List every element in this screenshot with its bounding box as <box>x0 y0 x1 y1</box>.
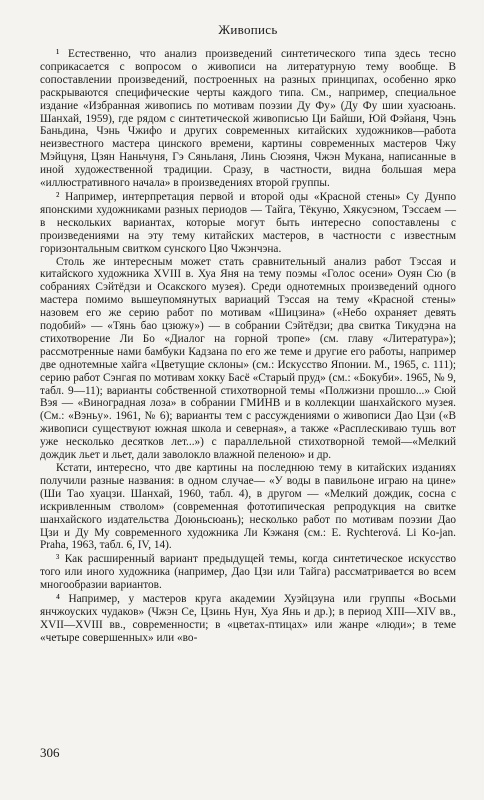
footnote-3: ³ Как расширенный вариант предыдущей темы, когда синтетическое искусство того или иного художника (например, Дао Цзи или Тайга) рассматривается во всем многообразии вариантов. <box>40 553 456 592</box>
footnote-1: ¹ Естественно, что анализ произведений синтетического типа здесь тесно соприкасается с вопросом о живописи на литературную тему вообще. В сопоставлении произведений, построенных на разных принципах, особенно ярко раскрываются специфические черты каждого типа. См., например, специальное издание «Избранная живопись по мотивам поэзии Ду Фу» (Ду Фу шии хуасюань. Шанхай, 1959), где рядом с синтетической живописью Ци Байши, Юй Фэйаня, Чэнь Баньдина, Чэнь Чжифо и других современных китайских художников—работа неизвестного мастера цинского времени, картины современных мастеров Чжу Мэйцуня, Цзян Наньчуня, Гэ Сяньланя, Линь Сюэяня, Чжэн Мукана, написанные в иной художественной традиции. Сразу, в частности, видна большая мера «иллюстративного начала» в произведениях второй группы. <box>40 48 456 190</box>
footnote-2: ² Например, интерпретация первой и второй оды «Красной стены» Су Дунпо японскими художниками разных периодов — Тайга, Тёкуню, Хякусэном, Тэссаем — в нескольких вариантах, которые могут быть интересно сопоставлены с произведениями на эту тему китайских мастеров, в частности с известным горизонтальным свитком сунского Цяо Чжэнчэна. <box>40 190 456 255</box>
running-title: Живопись <box>218 22 278 37</box>
footnote-2-continuation-a: Столь же интересным может стать сравнительный анализ работ Тэссая и китайского художника XVIII в. Хуа Яня на тему поэмы «Голос осени» Оуян Сю (в собраниях Сэйтёдзи и Осакского музея). Среди однотемных произведений одного мастера помимо вышеупомянутых вариаций Тэссая на тему «Красной стены» назовем его же серию работ по мотивам «Шицзина» («Небо охраняет девять подобий» — «Тянь бао цзюжу») — в собрании Сэйтёдзи; два свитка Тикудэна на стихотворение Ли Бо «Диалог на горной тропе» (см. главу «Литература»); рассмотренные нами бамбуки Кадзана по его же теме и другие его работы, например две однотемные хайга «Цветущие склоны» (см.: Искусство Японии. М., 1965, с. 111); серию работ Сэнгая по мотивам хокку Басё «Старый пруд» (см.: «Бокуби». 1965, № 9, табл. 9—11); варианты собственной стихотворной темы «Полжизни прошло...» Сюй Вэя — «Виноградная лоза» в собрании ГМИНВ и в коллекции шанхайского музея. (См.: «Вэньу». 1961, № 6); варианты тем с рассуждениями о живописи Дао Цзи («В живописи существуют южная школа и северная», а также «Расплескиваю тушь вот уже несколько десятков лет...») с параллельной стихотворной темой—«Мелкий дождик льет и льет, дали заволокло влажной пеленою» и др. <box>40 255 456 462</box>
page-number: 306 <box>40 745 60 760</box>
footnote-4: ⁴ Например, у мастеров круга академии Хуэйцзуна или группы «Восьми янчжоуских чудаков» (Чжэн Се, Цзинь Нун, Хуа Янь и др.); в период XIII—XIV вв., XVII—XVIII вв., современности; в «цветах-птицах» или жанре «люди»; в теме «четыре совершенных» или «во- <box>40 593 456 644</box>
footnotes-body <box>40 48 456 645</box>
footnote-2-continuation-b: Кстати, интересно, что две картины на последнюю тему в китайских изданиях получили разные названия: в одном случае— «У воды в павильоне играю на цине» (Ши Тао хуацзи. Шанхай, 1960, табл. 4), в другом — «Мелкий дождик, сосна с искривленным стволом» (современная фототипическая репродукция на свитке шанхайского издательства Доюньсюань); несколько работ по мотивам поэзии Дао Цзи и Ду Му современного художника Ли Кэжаня (см.: E. Rychterová. Li Ko-jan. Praha, 1963, табл. 6, IV, 14). <box>40 462 456 552</box>
